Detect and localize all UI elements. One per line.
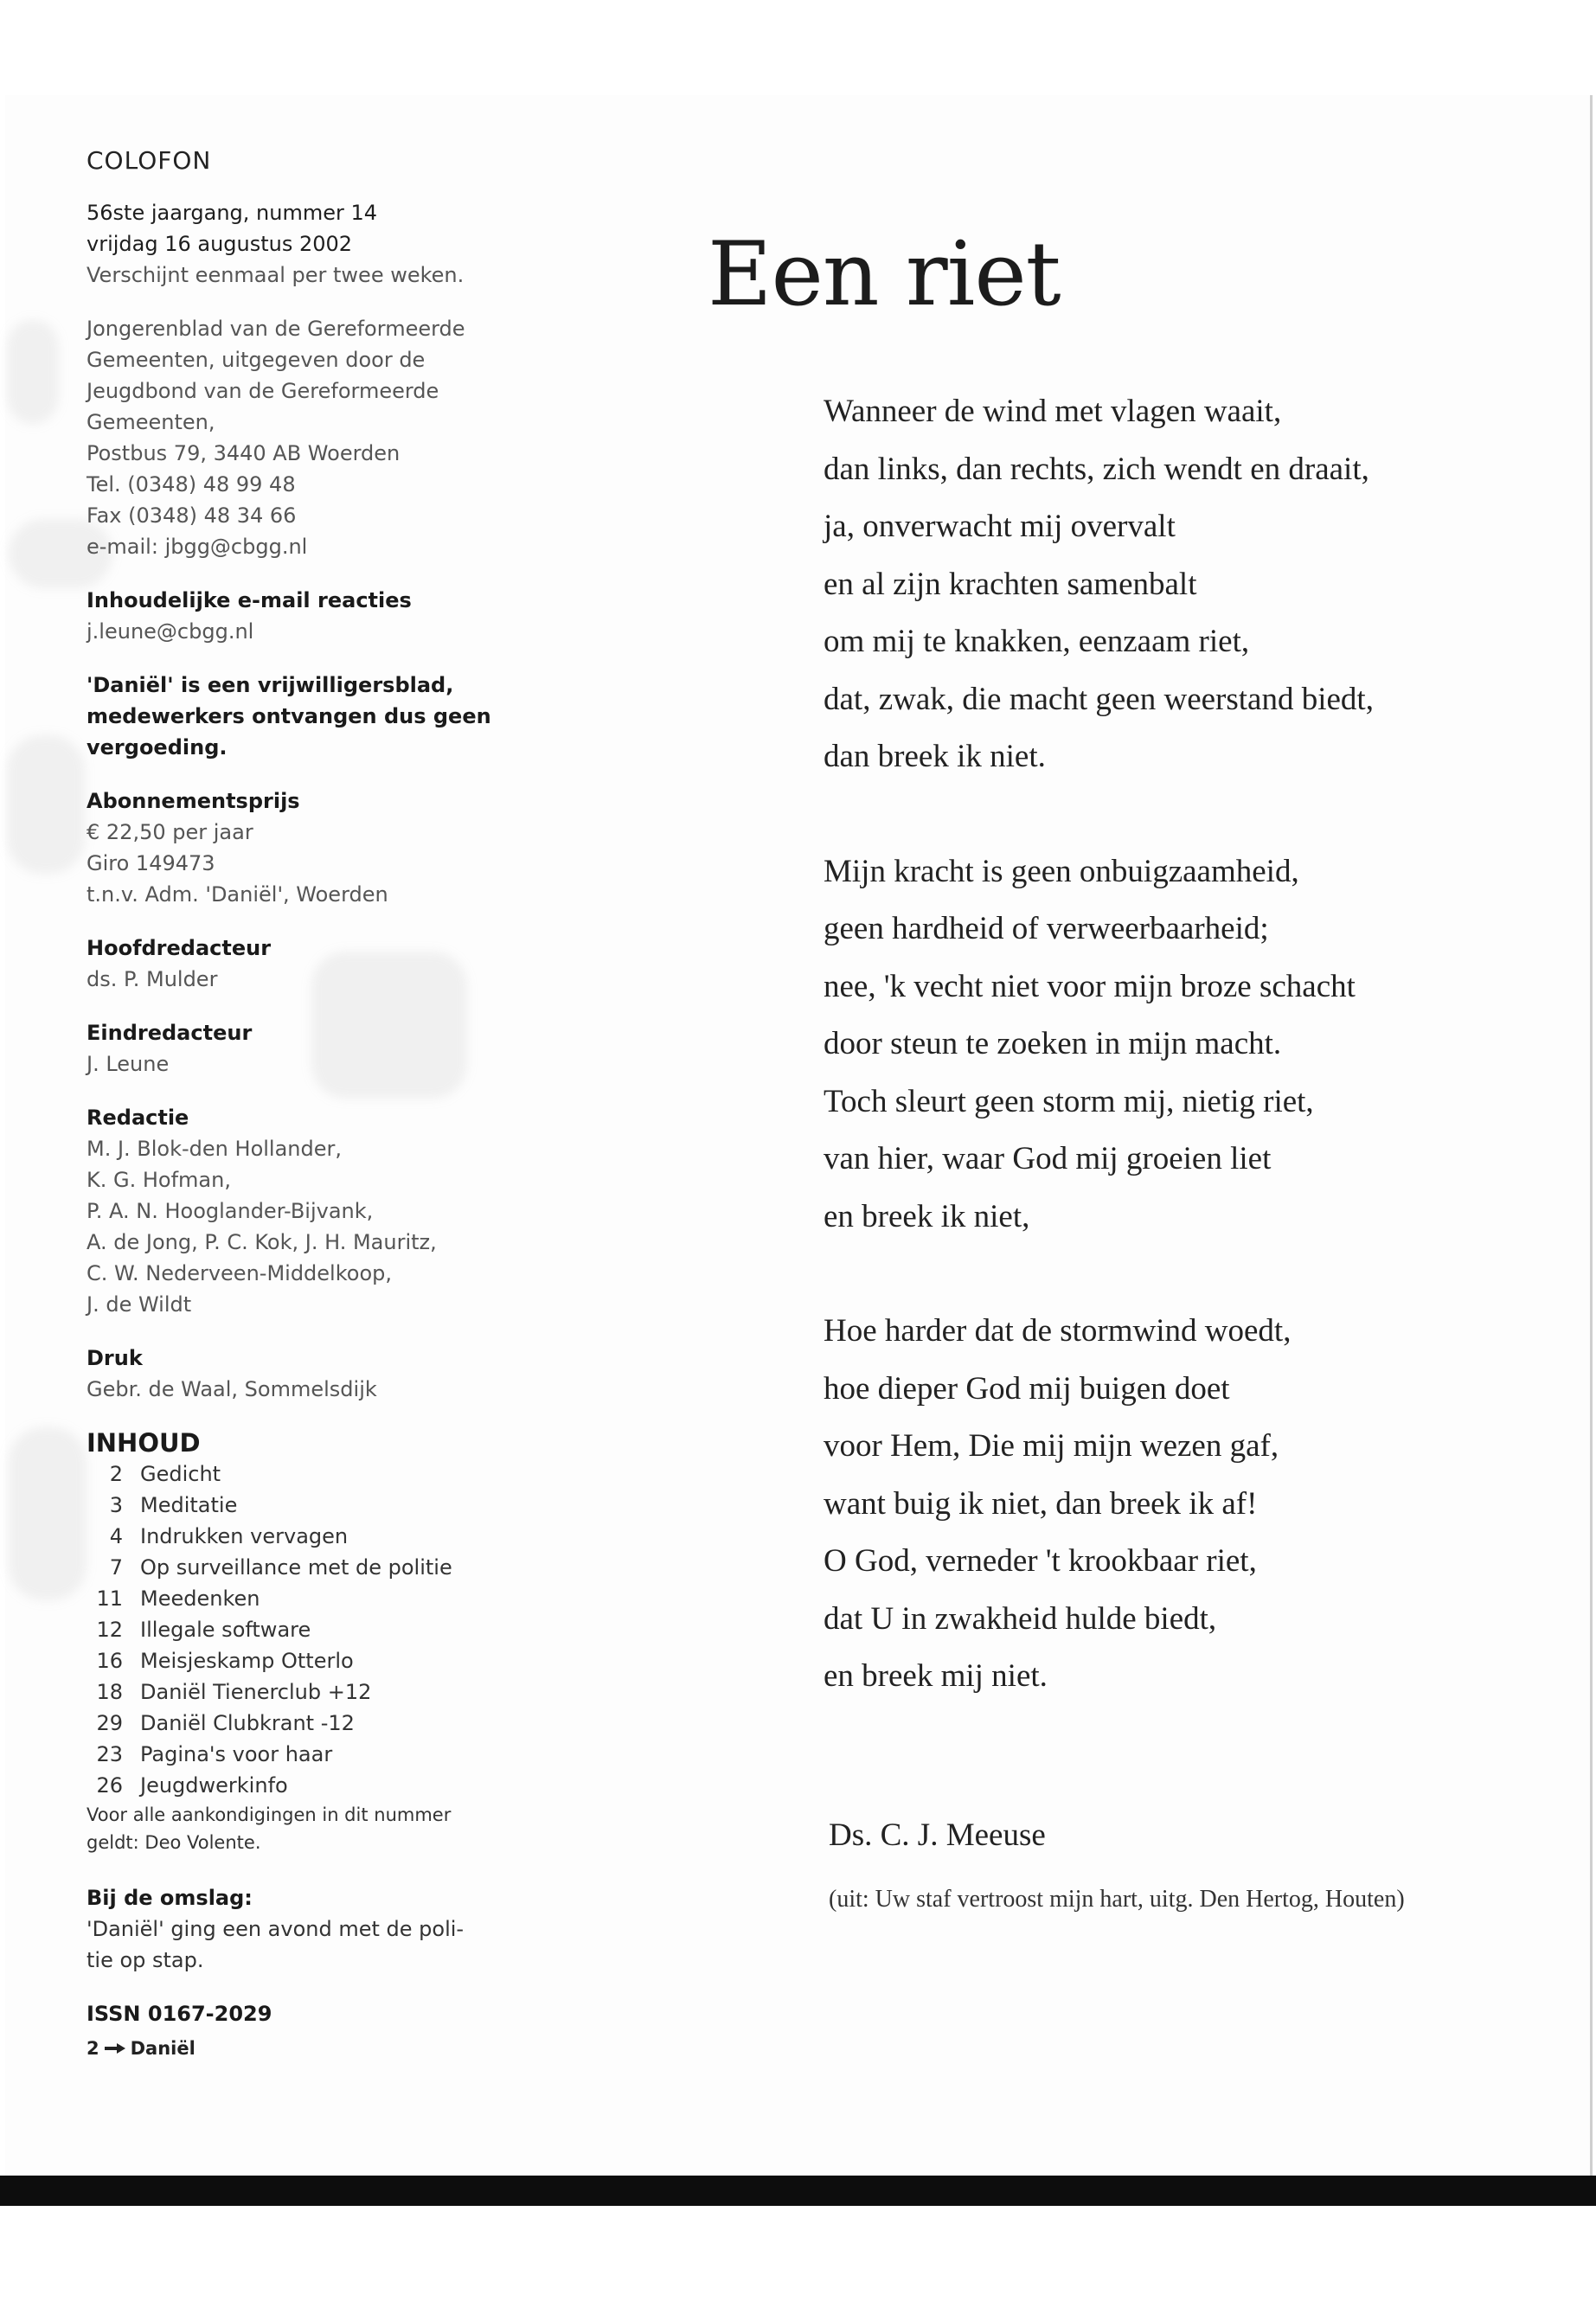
contents-entry-title: Meisjeskamp Otterlo [140, 1649, 354, 1673]
contents-page-number: 16 [96, 1649, 123, 1673]
email-reactions-label: Inhoudelijke e-mail reacties [87, 588, 412, 612]
verse-line: ja, onverwacht mij overvalt [824, 509, 1176, 544]
stanza [824, 383, 1550, 786]
cover-text: 'Daniël' ging een avond met de poli- [87, 1917, 465, 1941]
email-reactions [87, 585, 484, 647]
list-item [87, 1739, 484, 1770]
editorial-member: P. A. N. Hooglander-Bijvank, [87, 1199, 374, 1223]
verse-line: door steun te zoeken in mijn macht. [824, 1026, 1282, 1061]
contents-entry-title: Jeugdwerkinfo [140, 1773, 288, 1798]
contents-note: Voor alle aankondigingen in dit nummer [87, 1804, 452, 1825]
contents-entry-title: Daniël Tienerclub +12 [140, 1680, 372, 1704]
publisher-phone: Tel. (0348) 48 99 48 [87, 472, 296, 497]
stanza [824, 1303, 1550, 1706]
list-item [87, 1552, 484, 1583]
editorial-member: M. J. Blok-den Hollander, [87, 1137, 342, 1161]
verse-line: en al zijn krachten samenbalt [824, 566, 1197, 602]
publisher-line: Jeugdbond van de Gereformeerde [87, 379, 439, 403]
colofon-heading: COLOFON [87, 146, 212, 175]
verse-line: dat, zwak, die macht geen weerstand biedt, [824, 681, 1374, 717]
contents-page-number: 12 [96, 1618, 123, 1642]
contents-entry-title: Indrukken vervagen [140, 1524, 349, 1548]
contents-page-number: 26 [96, 1773, 123, 1798]
publisher-email: e-mail: jbgg@cbgg.nl [87, 535, 308, 559]
verse-line: en breek ik niet, [824, 1198, 1030, 1234]
verse-line: geen hardheid of verweerbaarheid; [824, 911, 1269, 946]
final-editor-name: J. Leune [87, 1052, 170, 1076]
editorial-member: A. de Jong, P. C. Kok, J. H. Mauritz, [87, 1230, 437, 1254]
verse-line: Mijn kracht is geen onbuigzaamheid, [824, 853, 1299, 889]
list-item [87, 1614, 484, 1645]
verse-line: van hier, waar God mij groeien liet [824, 1141, 1272, 1176]
issn [87, 1998, 484, 2029]
verse-line: en breek mij niet. [824, 1658, 1048, 1694]
volunteer-line: 'Daniël' is een vrijwilligersblad, [87, 673, 454, 697]
list-item [87, 1490, 484, 1521]
verse-line: om mij te knakken, eenzaam riet, [824, 624, 1250, 659]
cover-text: tie op stap. [87, 1948, 204, 1972]
volunteer-note [87, 670, 491, 763]
verse-line: Toch sleurt geen storm mij, nietig riet, [824, 1083, 1314, 1119]
contents-title: INHOUD [87, 1428, 201, 1458]
email-reactions-value: j.leune@cbgg.nl [87, 619, 254, 644]
poem-source: (uit: Uw staf vertroost mijn hart, uitg. Den Hertog, Houten) [829, 1886, 1405, 1913]
cover-info [87, 1882, 484, 1976]
volunteer-line: vergoeding. [87, 735, 228, 760]
contents-page-number: 23 [96, 1742, 123, 1766]
page-number: 2 [87, 2038, 99, 2059]
cover-label: Bij de omslag: [87, 1886, 253, 1910]
stanza [824, 843, 1550, 1247]
publisher-fax: Fax (0348) 48 34 66 [87, 503, 297, 528]
verse-line: dat U in zwakheid hulde biedt, [824, 1600, 1217, 1637]
contents-page-number: 11 [96, 1586, 123, 1611]
scan-bottom-edge [0, 2176, 1596, 2206]
poem-title: Een riet [708, 223, 1061, 326]
contents-page-number: 7 [109, 1555, 123, 1580]
verse-line: want buig ik niet, dan breek ik af! [824, 1485, 1258, 1522]
editorial-member: J. de Wildt [87, 1292, 192, 1317]
contents-list [87, 1458, 484, 1801]
verse-line: dan breek ik niet. [824, 739, 1046, 774]
page-footer [87, 2033, 484, 2064]
verse-line: Wanneer de wind met vlagen waait, [824, 394, 1282, 429]
contents-entry-title: Meedenken [140, 1586, 260, 1611]
contents-entry-title: Gedicht [140, 1462, 221, 1486]
printing [87, 1343, 484, 1405]
subscription-giro: Giro 149473 [87, 851, 215, 875]
verse-line: voor Hem, Die mij mijn wezen gaf, [824, 1428, 1279, 1464]
scan-smudge [7, 735, 85, 874]
contents-page-number: 18 [96, 1680, 123, 1704]
issue-date: vrijdag 16 augustus 2002 [87, 232, 353, 256]
list-item [87, 1770, 484, 1801]
issn-number: ISSN 0167-2029 [87, 2002, 272, 2026]
magazine-name: Daniël [130, 2038, 195, 2059]
editorial-member: K. G. Hofman, [87, 1168, 231, 1192]
final-editor [87, 1017, 484, 1080]
scan-smudge [9, 1427, 87, 1600]
list-item [87, 1676, 484, 1708]
list-item [87, 1458, 484, 1490]
editorial-label: Redactie [87, 1106, 189, 1130]
verse-line: Hoe harder dat de stormwind woedt, [824, 1313, 1292, 1349]
list-item [87, 1645, 484, 1676]
contents-entry-title: Daniël Clubkrant -12 [140, 1711, 355, 1735]
publisher-line: Jongerenblad van de Gereformeerde [87, 317, 465, 341]
publisher-line: Gemeenten, [87, 410, 215, 434]
list-item [87, 1583, 484, 1614]
poem-author: Ds. C. J. Meeuse [829, 1817, 1046, 1853]
verse-line: dan links, dan rechts, zich wendt en draait, [824, 451, 1369, 487]
printing-label: Druk [87, 1346, 143, 1370]
issue-frequency: Verschijnt eenmaal per twee weken. [87, 263, 465, 287]
subscription-account: t.n.v. Adm. 'Daniël', Woerden [87, 882, 388, 907]
subscription-label: Abonnementsprijs [87, 789, 300, 813]
chief-editor-name: ds. P. Mulder [87, 967, 218, 991]
page-edge [1590, 95, 1593, 2180]
subscription-price: € 22,50 per jaar [87, 820, 253, 844]
verse-line: nee, 'k vecht niet voor mijn broze schacht [824, 968, 1356, 1004]
printing-value: Gebr. de Waal, Sommelsdijk [87, 1377, 377, 1401]
arrow-right-icon [105, 2043, 125, 2054]
list-item [87, 1708, 484, 1739]
publisher-info [87, 313, 484, 562]
final-editor-label: Eindredacteur [87, 1021, 253, 1045]
chief-editor [87, 933, 484, 995]
editorial-member: C. W. Nederveen-Middelkoop, [87, 1261, 392, 1285]
contents-entry-title: Pagina's voor haar [140, 1742, 333, 1766]
chief-editor-label: Hoofdredacteur [87, 936, 272, 960]
subscription [87, 785, 484, 910]
scan-smudge [7, 320, 59, 424]
volunteer-line: medewerkers ontvangen dus geen [87, 704, 491, 728]
verse-line: hoe dieper God mij buigen doet [824, 1370, 1230, 1407]
poem-body [824, 383, 1550, 1763]
contents-page-number: 29 [96, 1711, 123, 1735]
verse-line: O God, verneder 't krookbaar riet, [824, 1543, 1257, 1579]
issue-info [87, 197, 484, 291]
editorial-board [87, 1102, 484, 1320]
contents-note: geldt: Deo Volente. [87, 1832, 261, 1853]
contents-page-number: 4 [109, 1524, 123, 1548]
colofon-column [87, 145, 491, 2064]
contents-entry-title: Illegale software [140, 1618, 311, 1642]
table-of-contents [87, 1427, 484, 1856]
contents-page-number: 2 [109, 1462, 123, 1486]
contents-entry-title: Op surveillance met de politie [140, 1555, 452, 1580]
issue-volume: 56ste jaargang, nummer 14 [87, 201, 377, 225]
list-item [87, 1521, 484, 1552]
publisher-address: Postbus 79, 3440 AB Woerden [87, 441, 401, 465]
contents-page-number: 3 [109, 1493, 123, 1517]
publisher-line: Gemeenten, uitgegeven door de [87, 348, 426, 372]
contents-entry-title: Meditatie [140, 1493, 238, 1517]
